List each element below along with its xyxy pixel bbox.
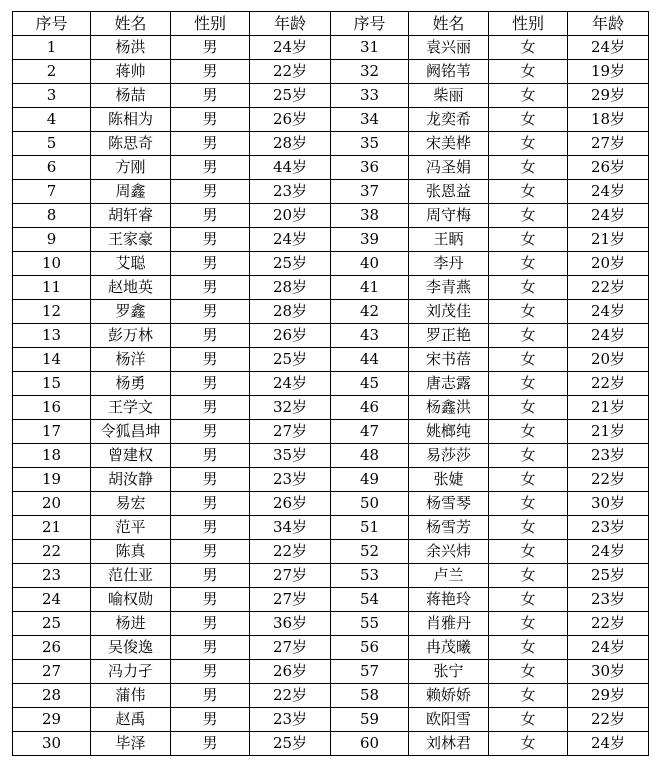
name-cell: 杨勇: [91, 372, 171, 396]
gender-cell: 男: [171, 636, 250, 660]
serial-cell: 43: [331, 324, 409, 348]
header-cell: 性别: [171, 12, 250, 36]
serial-cell: 11: [13, 276, 91, 300]
age-cell: 30岁: [568, 660, 649, 684]
table-row: [13, 708, 649, 732]
age-cell: 21岁: [568, 228, 649, 252]
age-cell: 24岁: [568, 36, 649, 60]
name-cell: 易宏: [91, 492, 171, 516]
name-cell: 卢兰: [409, 564, 489, 588]
age-cell: 36岁: [250, 612, 331, 636]
table-row: [13, 468, 649, 492]
serial-cell: 49: [331, 468, 409, 492]
gender-cell: 女: [489, 36, 568, 60]
gender-cell: 女: [489, 348, 568, 372]
age-cell: 28岁: [250, 300, 331, 324]
age-cell: 26岁: [250, 660, 331, 684]
table-body: [13, 36, 649, 756]
gender-cell: 女: [489, 636, 568, 660]
table-row: [13, 60, 649, 84]
age-cell: 24岁: [568, 540, 649, 564]
name-cell: 阙铭苇: [409, 60, 489, 84]
age-cell: 23岁: [250, 180, 331, 204]
gender-cell: 男: [171, 588, 250, 612]
table-row: [13, 540, 649, 564]
age-cell: 22岁: [568, 372, 649, 396]
gender-cell: 女: [489, 492, 568, 516]
serial-cell: 44: [331, 348, 409, 372]
serial-cell: 39: [331, 228, 409, 252]
table-row: [13, 276, 649, 300]
gender-cell: 男: [171, 132, 250, 156]
age-cell: 27岁: [250, 588, 331, 612]
name-cell: 方刚: [91, 156, 171, 180]
serial-cell: 31: [331, 36, 409, 60]
gender-cell: 男: [171, 444, 250, 468]
header-cell: 年龄: [568, 12, 649, 36]
name-cell: 吴俊逸: [91, 636, 171, 660]
table-row: [13, 228, 649, 252]
name-cell: 杨洪: [91, 36, 171, 60]
gender-cell: 女: [489, 516, 568, 540]
name-cell: 蒋帅: [91, 60, 171, 84]
name-cell: 陈相为: [91, 108, 171, 132]
serial-cell: 59: [331, 708, 409, 732]
table-row: [13, 420, 649, 444]
serial-cell: 4: [13, 108, 91, 132]
name-cell: 宋美桦: [409, 132, 489, 156]
age-cell: 22岁: [568, 276, 649, 300]
name-cell: 杨洋: [91, 348, 171, 372]
name-cell: 赵禹: [91, 708, 171, 732]
name-cell: 蒲伟: [91, 684, 171, 708]
gender-cell: 女: [489, 444, 568, 468]
age-cell: 30岁: [568, 492, 649, 516]
serial-cell: 53: [331, 564, 409, 588]
serial-cell: 21: [13, 516, 91, 540]
serial-cell: 29: [13, 708, 91, 732]
age-cell: 27岁: [250, 420, 331, 444]
table-row: [13, 252, 649, 276]
header-cell: 年龄: [250, 12, 331, 36]
header-cell: 性别: [489, 12, 568, 36]
gender-cell: 女: [489, 540, 568, 564]
age-cell: 24岁: [568, 732, 649, 756]
age-cell: 24岁: [568, 300, 649, 324]
name-cell: 李丹: [409, 252, 489, 276]
gender-cell: 男: [171, 228, 250, 252]
serial-cell: 8: [13, 204, 91, 228]
serial-cell: 48: [331, 444, 409, 468]
gender-cell: 男: [171, 204, 250, 228]
age-cell: 24岁: [250, 36, 331, 60]
gender-cell: 男: [171, 36, 250, 60]
age-cell: 22岁: [250, 684, 331, 708]
name-cell: 杨雪芳: [409, 516, 489, 540]
gender-cell: 女: [489, 108, 568, 132]
age-cell: 24岁: [250, 372, 331, 396]
gender-cell: 男: [171, 468, 250, 492]
name-cell: 王学文: [91, 396, 171, 420]
gender-cell: 男: [171, 732, 250, 756]
serial-cell: 30: [13, 732, 91, 756]
gender-cell: 女: [489, 132, 568, 156]
age-cell: 32岁: [250, 396, 331, 420]
gender-cell: 男: [171, 372, 250, 396]
table-row: [13, 516, 649, 540]
gender-cell: 男: [171, 300, 250, 324]
serial-cell: 23: [13, 564, 91, 588]
age-cell: 28岁: [250, 276, 331, 300]
serial-cell: 18: [13, 444, 91, 468]
gender-cell: 女: [489, 324, 568, 348]
serial-cell: 12: [13, 300, 91, 324]
serial-cell: 16: [13, 396, 91, 420]
serial-cell: 6: [13, 156, 91, 180]
age-cell: 20岁: [250, 204, 331, 228]
gender-cell: 女: [489, 204, 568, 228]
name-cell: 彭万林: [91, 324, 171, 348]
header-row: [13, 12, 649, 36]
name-cell: 唐志露: [409, 372, 489, 396]
table-row: [13, 636, 649, 660]
name-cell: 易莎莎: [409, 444, 489, 468]
table-row: [13, 684, 649, 708]
age-cell: 22岁: [250, 540, 331, 564]
gender-cell: 女: [489, 396, 568, 420]
serial-cell: 2: [13, 60, 91, 84]
serial-cell: 9: [13, 228, 91, 252]
name-cell: 肖雅丹: [409, 612, 489, 636]
serial-cell: 10: [13, 252, 91, 276]
age-cell: 25岁: [250, 252, 331, 276]
gender-cell: 男: [171, 708, 250, 732]
serial-cell: 42: [331, 300, 409, 324]
age-cell: 23岁: [568, 444, 649, 468]
age-cell: 24岁: [568, 180, 649, 204]
name-cell: 姚榔纯: [409, 420, 489, 444]
gender-cell: 女: [489, 468, 568, 492]
age-cell: 29岁: [568, 84, 649, 108]
name-cell: 曾建权: [91, 444, 171, 468]
name-cell: 杨喆: [91, 84, 171, 108]
serial-cell: 26: [13, 636, 91, 660]
serial-cell: 27: [13, 660, 91, 684]
gender-cell: 女: [489, 228, 568, 252]
serial-cell: 55: [331, 612, 409, 636]
name-cell: 袁兴丽: [409, 36, 489, 60]
name-cell: 杨雪琴: [409, 492, 489, 516]
table-row: [13, 564, 649, 588]
table-row: [13, 660, 649, 684]
table-row: [13, 612, 649, 636]
name-cell: 刘林君: [409, 732, 489, 756]
gender-cell: 男: [171, 396, 250, 420]
name-cell: 柴丽: [409, 84, 489, 108]
age-cell: 24岁: [250, 228, 331, 252]
serial-cell: 35: [331, 132, 409, 156]
gender-cell: 女: [489, 708, 568, 732]
serial-cell: 14: [13, 348, 91, 372]
name-cell: 罗鑫: [91, 300, 171, 324]
age-cell: 24岁: [568, 324, 649, 348]
table-row: [13, 156, 649, 180]
table-row: [13, 732, 649, 756]
serial-cell: 34: [331, 108, 409, 132]
gender-cell: 男: [171, 180, 250, 204]
age-cell: 23岁: [568, 588, 649, 612]
gender-cell: 男: [171, 516, 250, 540]
age-cell: 25岁: [568, 564, 649, 588]
name-cell: 龙奕希: [409, 108, 489, 132]
name-cell: 张恩益: [409, 180, 489, 204]
name-cell: 喻权勋: [91, 588, 171, 612]
gender-cell: 男: [171, 660, 250, 684]
gender-cell: 女: [489, 180, 568, 204]
age-cell: 28岁: [250, 132, 331, 156]
table-row: [13, 108, 649, 132]
serial-cell: 50: [331, 492, 409, 516]
name-cell: 赵地英: [91, 276, 171, 300]
serial-cell: 24: [13, 588, 91, 612]
name-cell: 王眪: [409, 228, 489, 252]
gender-cell: 女: [489, 300, 568, 324]
age-cell: 25岁: [250, 732, 331, 756]
name-cell: 范平: [91, 516, 171, 540]
age-cell: 34岁: [250, 516, 331, 540]
serial-cell: 5: [13, 132, 91, 156]
age-cell: 22岁: [568, 468, 649, 492]
gender-cell: 男: [171, 60, 250, 84]
table-row: [13, 348, 649, 372]
serial-cell: 60: [331, 732, 409, 756]
name-cell: 周守梅: [409, 204, 489, 228]
header-cell: 姓名: [409, 12, 489, 36]
gender-cell: 男: [171, 420, 250, 444]
age-cell: 21岁: [568, 396, 649, 420]
age-cell: 24岁: [568, 204, 649, 228]
serial-cell: 37: [331, 180, 409, 204]
gender-cell: 女: [489, 156, 568, 180]
serial-cell: 28: [13, 684, 91, 708]
gender-cell: 女: [489, 660, 568, 684]
table-row: [13, 372, 649, 396]
name-cell: 周鑫: [91, 180, 171, 204]
name-cell: 杨鑫洪: [409, 396, 489, 420]
age-cell: 26岁: [250, 492, 331, 516]
gender-cell: 男: [171, 684, 250, 708]
header-cell: 姓名: [91, 12, 171, 36]
table-row: [13, 492, 649, 516]
name-cell: 令狐昌坤: [91, 420, 171, 444]
age-cell: 22岁: [568, 708, 649, 732]
age-cell: 20岁: [568, 348, 649, 372]
gender-cell: 女: [489, 60, 568, 84]
serial-cell: 41: [331, 276, 409, 300]
serial-cell: 56: [331, 636, 409, 660]
age-cell: 26岁: [250, 108, 331, 132]
name-cell: 王家豪: [91, 228, 171, 252]
serial-cell: 17: [13, 420, 91, 444]
serial-cell: 36: [331, 156, 409, 180]
age-cell: 19岁: [568, 60, 649, 84]
serial-cell: 13: [13, 324, 91, 348]
age-cell: 25岁: [250, 84, 331, 108]
serial-cell: 57: [331, 660, 409, 684]
serial-cell: 40: [331, 252, 409, 276]
name-cell: 张婕: [409, 468, 489, 492]
gender-cell: 女: [489, 564, 568, 588]
serial-cell: 20: [13, 492, 91, 516]
gender-cell: 男: [171, 492, 250, 516]
age-cell: 27岁: [250, 636, 331, 660]
name-cell: 冯圣娟: [409, 156, 489, 180]
age-cell: 22岁: [250, 60, 331, 84]
serial-cell: 52: [331, 540, 409, 564]
age-cell: 23岁: [568, 516, 649, 540]
table-row: [13, 36, 649, 60]
gender-cell: 男: [171, 324, 250, 348]
serial-cell: 33: [331, 84, 409, 108]
name-cell: 赖娇娇: [409, 684, 489, 708]
name-cell: 蒋艳玲: [409, 588, 489, 612]
table-row: [13, 180, 649, 204]
age-cell: 21岁: [568, 420, 649, 444]
serial-cell: 1: [13, 36, 91, 60]
age-cell: 23岁: [250, 468, 331, 492]
serial-cell: 54: [331, 588, 409, 612]
name-cell: 陈思奇: [91, 132, 171, 156]
age-cell: 27岁: [568, 132, 649, 156]
table-row: [13, 300, 649, 324]
table-row: [13, 84, 649, 108]
name-cell: 欧阳雪: [409, 708, 489, 732]
age-cell: 22岁: [568, 612, 649, 636]
name-cell: 冉茂曦: [409, 636, 489, 660]
gender-cell: 男: [171, 348, 250, 372]
gender-cell: 女: [489, 420, 568, 444]
gender-cell: 女: [489, 612, 568, 636]
gender-cell: 女: [489, 732, 568, 756]
name-cell: 刘茂佳: [409, 300, 489, 324]
serial-cell: 22: [13, 540, 91, 564]
table-row: [13, 396, 649, 420]
serial-cell: 46: [331, 396, 409, 420]
serial-cell: 19: [13, 468, 91, 492]
gender-cell: 男: [171, 276, 250, 300]
name-cell: 余兴炜: [409, 540, 489, 564]
age-cell: 27岁: [250, 564, 331, 588]
gender-cell: 男: [171, 540, 250, 564]
age-cell: 23岁: [250, 708, 331, 732]
gender-cell: 女: [489, 588, 568, 612]
name-cell: 杨进: [91, 612, 171, 636]
serial-cell: 38: [331, 204, 409, 228]
serial-cell: 32: [331, 60, 409, 84]
gender-cell: 女: [489, 372, 568, 396]
gender-cell: 女: [489, 84, 568, 108]
age-cell: 44岁: [250, 156, 331, 180]
serial-cell: 45: [331, 372, 409, 396]
table-row: [13, 132, 649, 156]
name-cell: 艾聪: [91, 252, 171, 276]
serial-cell: 7: [13, 180, 91, 204]
table-row: [13, 588, 649, 612]
gender-cell: 男: [171, 108, 250, 132]
table-row: [13, 444, 649, 468]
name-cell: 陈真: [91, 540, 171, 564]
gender-cell: 女: [489, 276, 568, 300]
name-cell: 冯力孑: [91, 660, 171, 684]
serial-cell: 25: [13, 612, 91, 636]
name-cell: 宋书蓓: [409, 348, 489, 372]
name-cell: 张宁: [409, 660, 489, 684]
serial-cell: 58: [331, 684, 409, 708]
age-cell: 26岁: [250, 324, 331, 348]
gender-cell: 男: [171, 252, 250, 276]
age-cell: 24岁: [568, 636, 649, 660]
name-cell: 胡汝静: [91, 468, 171, 492]
name-cell: 罗正艳: [409, 324, 489, 348]
age-cell: 18岁: [568, 108, 649, 132]
name-cell: 毕泽: [91, 732, 171, 756]
age-cell: 26岁: [568, 156, 649, 180]
age-cell: 20岁: [568, 252, 649, 276]
name-cell: 李青燕: [409, 276, 489, 300]
serial-cell: 47: [331, 420, 409, 444]
gender-cell: 女: [489, 684, 568, 708]
age-cell: 25岁: [250, 348, 331, 372]
table-row: [13, 324, 649, 348]
roster-table: [12, 11, 649, 756]
table-row: [13, 204, 649, 228]
serial-cell: 15: [13, 372, 91, 396]
gender-cell: 男: [171, 84, 250, 108]
gender-cell: 男: [171, 564, 250, 588]
age-cell: 35岁: [250, 444, 331, 468]
name-cell: 范仕亚: [91, 564, 171, 588]
age-cell: 29岁: [568, 684, 649, 708]
gender-cell: 女: [489, 252, 568, 276]
serial-cell: 51: [331, 516, 409, 540]
name-cell: 胡轩睿: [91, 204, 171, 228]
gender-cell: 男: [171, 156, 250, 180]
header-cell: 序号: [331, 12, 409, 36]
serial-cell: 3: [13, 84, 91, 108]
header-cell: 序号: [13, 12, 91, 36]
gender-cell: 男: [171, 612, 250, 636]
